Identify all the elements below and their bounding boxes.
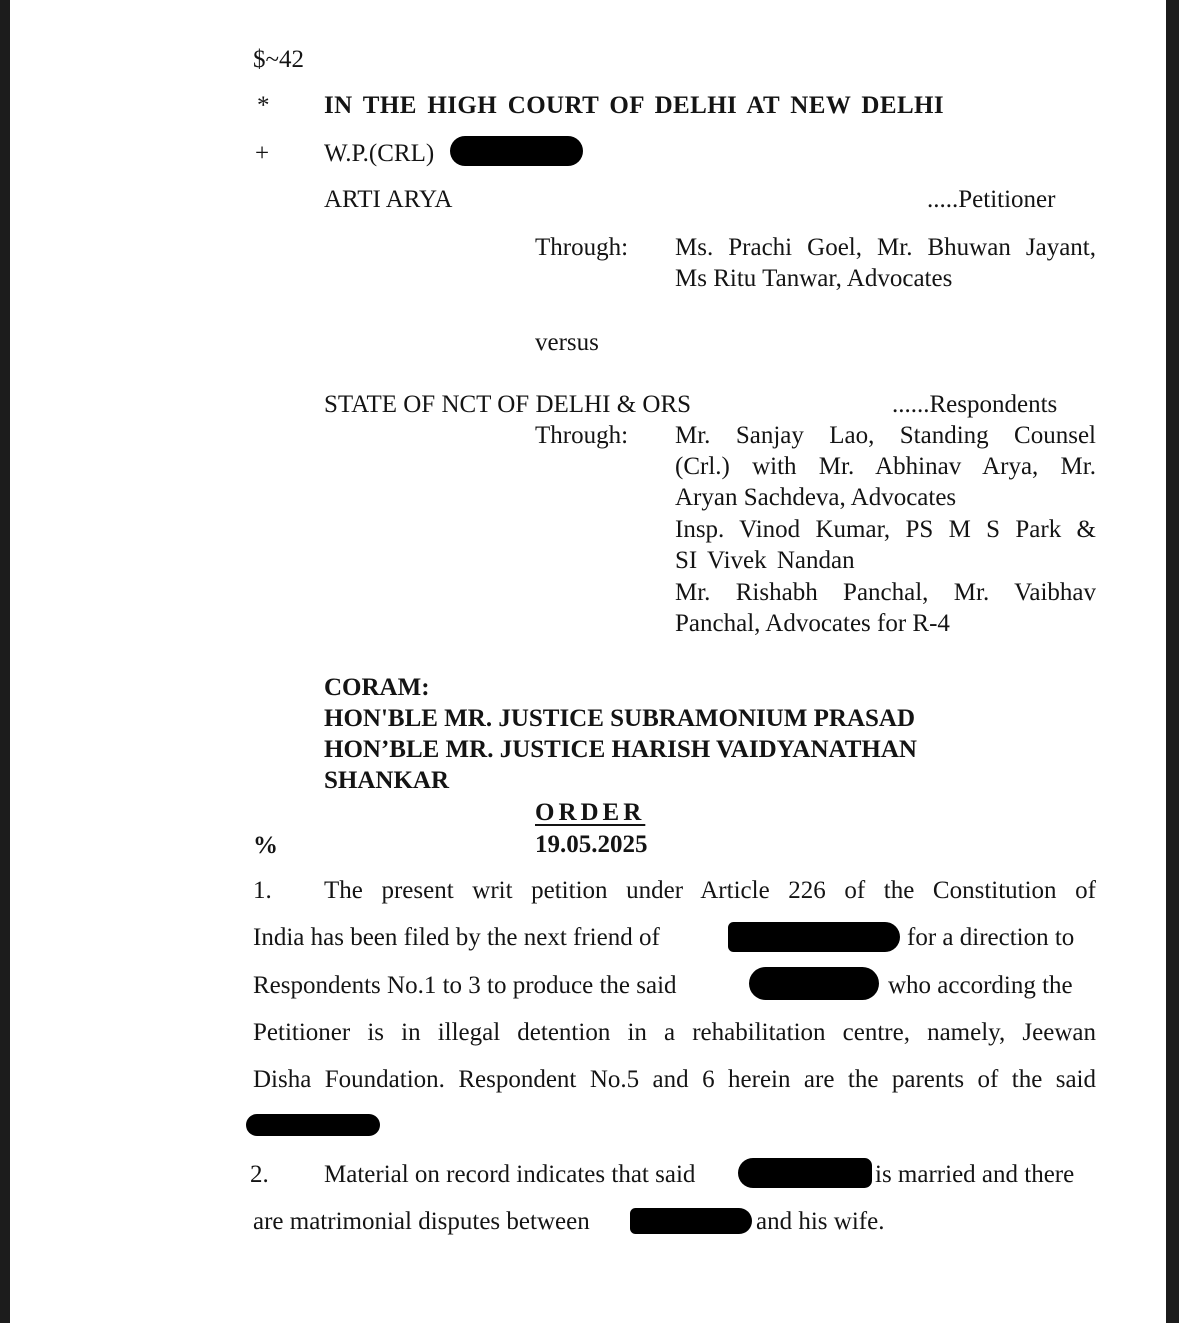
respondent-counsel-line: Insp. Vinod Kumar, PS M S Park & bbox=[675, 516, 1096, 543]
paragraph-number: 1. bbox=[253, 877, 272, 904]
redaction-name bbox=[738, 1158, 872, 1188]
respondent-counsel-line: Mr. Rishabh Panchal, Mr. Vaibhav bbox=[675, 579, 1096, 606]
through-label-respondent: Through: bbox=[535, 422, 629, 449]
order-heading: ORDER bbox=[535, 799, 646, 826]
petitioner-role: .....Petitioner bbox=[927, 186, 1056, 213]
redaction-name bbox=[630, 1208, 752, 1234]
paragraph-line: Petitioner is in illegal detention in a rehabilitation centre, namely, Jeewan bbox=[253, 1019, 1096, 1046]
coram-judge: HON’BLE MR. JUSTICE HARISH VAIDYANATHAN bbox=[324, 736, 917, 763]
respondent-counsel-line: (Crl.) with Mr. Abhinav Arya, Mr. bbox=[675, 453, 1096, 480]
paragraph-line: and his wife. bbox=[756, 1208, 885, 1235]
respondent-counsel-line: Mr. Sanjay Lao, Standing Counsel bbox=[675, 422, 1096, 449]
coram-judge: HON'BLE MR. JUSTICE SUBRAMONIUM PRASAD bbox=[324, 705, 916, 732]
petitioner-counsel-line: Ms Ritu Tanwar, Advocates bbox=[675, 265, 953, 292]
paragraph-line: are matrimonial disputes between bbox=[253, 1208, 590, 1235]
diary-number: $~42 bbox=[253, 46, 305, 73]
coram-judge-continued: SHANKAR bbox=[324, 767, 450, 794]
paragraph-line: is married and there bbox=[875, 1161, 1075, 1188]
court-title: IN THE HIGH COURT OF DELHI AT NEW DELHI bbox=[324, 92, 945, 119]
redaction-name bbox=[728, 922, 900, 952]
petitioner-name: ARTI ARYA bbox=[324, 186, 453, 213]
respondent-role: ......Respondents bbox=[892, 391, 1058, 418]
respondent-counsel-line: Aryan Sachdeva, Advocates bbox=[675, 484, 957, 511]
paragraph-line: Respondents No.1 to 3 to produce the said bbox=[253, 972, 677, 999]
respondent-name: STATE OF NCT OF DELHI & ORS bbox=[324, 391, 692, 418]
paragraph-line: Disha Foundation. Respondent No.5 and 6 herein are the parents of the said bbox=[253, 1066, 1096, 1093]
case-number: W.P.(CRL) bbox=[324, 140, 435, 167]
versus-label: versus bbox=[535, 329, 599, 356]
redaction-name bbox=[246, 1114, 380, 1136]
paragraph-line: for a direction to bbox=[907, 924, 1075, 951]
paragraph-line: India has been filed by the next friend of bbox=[253, 924, 660, 951]
plus-mark: + bbox=[255, 140, 270, 167]
paragraph-line: who according the bbox=[888, 972, 1073, 999]
through-label-petitioner: Through: bbox=[535, 234, 629, 261]
coram-label: CORAM: bbox=[324, 674, 430, 701]
redaction-case-number bbox=[450, 136, 583, 166]
percent-mark: % bbox=[253, 832, 278, 859]
respondent-counsel-line: Panchal, Advocates for R-4 bbox=[675, 610, 950, 637]
paragraph-number: 2. bbox=[250, 1161, 269, 1188]
document-page bbox=[10, 0, 1166, 1323]
paragraph-line: The present writ petition under Article 226 of the Constitution of bbox=[324, 877, 1096, 904]
paragraph-line: Material on record indicates that said bbox=[324, 1161, 696, 1188]
petitioner-counsel-line: Ms. Prachi Goel, Mr. Bhuwan Jayant, bbox=[675, 234, 1096, 261]
star-mark: * bbox=[257, 92, 270, 119]
order-date: 19.05.2025 bbox=[535, 831, 648, 858]
redaction-name bbox=[749, 967, 879, 1000]
respondent-counsel-line: SI Vivek Nandan bbox=[675, 547, 855, 574]
